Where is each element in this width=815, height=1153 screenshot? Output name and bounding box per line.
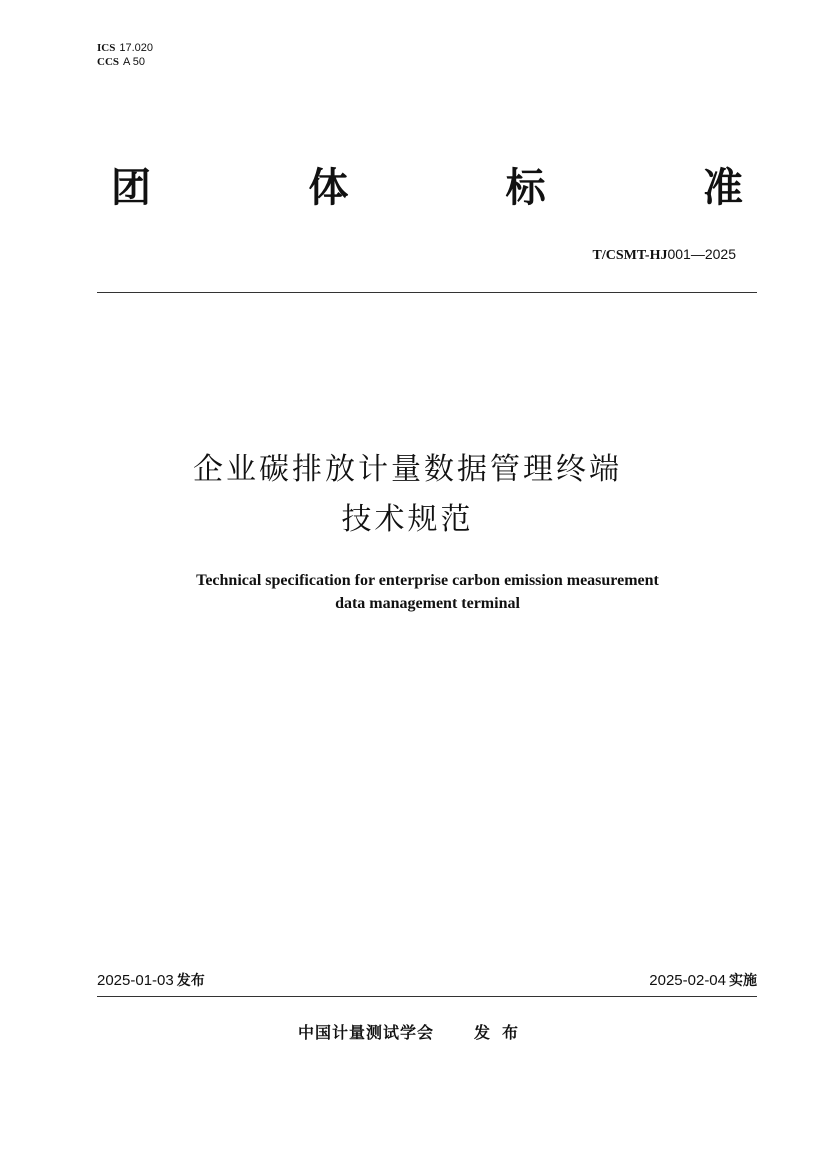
english-title-line-1: Technical specification for enterprise carbon emission measurement xyxy=(196,572,659,589)
standard-type-char: 准 xyxy=(702,165,743,211)
ics-code xyxy=(97,41,153,55)
implement-date: 2025-02-04 xyxy=(649,972,726,989)
standard-type-char: 标 xyxy=(505,165,546,211)
implement-word: 实施 xyxy=(729,973,757,989)
publish-word: 发布 xyxy=(176,973,205,989)
chinese-title xyxy=(0,445,815,545)
chinese-title-line-1: 企业碳排放计量数据管理终端 xyxy=(193,452,622,487)
english-title xyxy=(0,569,815,615)
ics-label: ICS xyxy=(97,42,116,54)
english-title-line-2: data management terminal xyxy=(335,595,520,612)
footer-divider xyxy=(97,996,757,997)
publisher-line xyxy=(298,1022,530,1044)
standard-type-heading xyxy=(97,164,757,212)
publish-date-block xyxy=(97,971,205,991)
standard-type-char: 团 xyxy=(111,165,151,211)
standard-number-suffix: 001—2025 xyxy=(667,246,736,262)
standard-number-prefix: T/CSMT-HJ xyxy=(592,248,668,263)
header-divider xyxy=(97,292,757,293)
classification-codes xyxy=(97,41,153,69)
publisher-action: 发布 xyxy=(474,1023,531,1042)
standard-type-char: 体 xyxy=(308,165,349,211)
publish-date: 2025-01-03 xyxy=(97,972,174,989)
publisher-name: 中国计量测试学会 xyxy=(298,1023,435,1042)
ccs-label: CCS xyxy=(97,56,120,68)
ccs-value: A 50 xyxy=(123,56,146,68)
implement-date-block xyxy=(649,971,757,991)
ics-value: 17.020 xyxy=(119,42,153,54)
ccs-code xyxy=(97,55,153,69)
chinese-title-line-2: 技术规范 xyxy=(341,502,474,537)
standard-number xyxy=(593,245,736,265)
